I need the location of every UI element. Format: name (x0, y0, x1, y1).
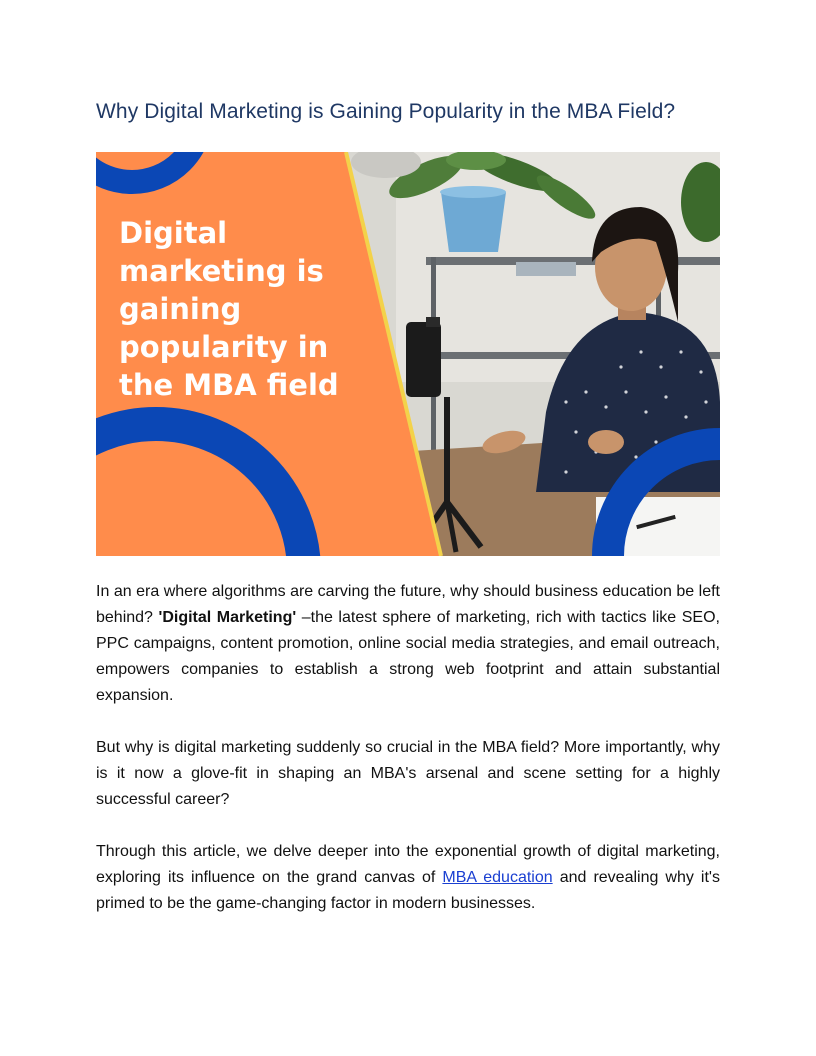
banner-line-1: Digital (119, 216, 228, 250)
paragraph-intro-continued: –the latest sphere of marketing, rich with tactics like SEO, PPC campaigns, content promotion, online social media strategies, and email outreach, empowers companies to establish a strong web footprint and attain substantial expansion. (96, 609, 720, 704)
banner-line-3: gaining (119, 292, 242, 326)
paragraph-conclusion-continued: and revealing why it's primed to be the game-changing factor in modern businesses. (96, 869, 720, 912)
mba-education-link[interactable]: MBA education (442, 869, 553, 886)
paragraph-conclusion (96, 839, 720, 917)
paragraph-question: But why is digital marketing suddenly so crucial in the MBA field? More importantly, why is it now a glove-fit in shaping an MBA's arsenal and scene setting for a highly successful career? (96, 739, 720, 808)
digital-marketing-emphasis: 'Digital Marketing' (158, 609, 297, 626)
article-title: Why Digital Marketing is Gaining Popularity in the MBA Field? (96, 100, 676, 123)
article-body (96, 579, 720, 943)
banner-line-5: the MBA field (119, 368, 339, 402)
paragraph-intro (96, 579, 720, 709)
paragraph-intro-text: In an era where algorithms are carving the future, why should business education be left behind? (96, 583, 720, 626)
banner-line-4: popularity in (119, 330, 329, 364)
banner-line-2: marketing is (119, 254, 324, 288)
hero-image (96, 152, 720, 556)
paragraph-conclusion-text: Through this article, we delve deeper into the exponential growth of digital marketing, exploring its influence on the grand canvas of (96, 843, 720, 886)
